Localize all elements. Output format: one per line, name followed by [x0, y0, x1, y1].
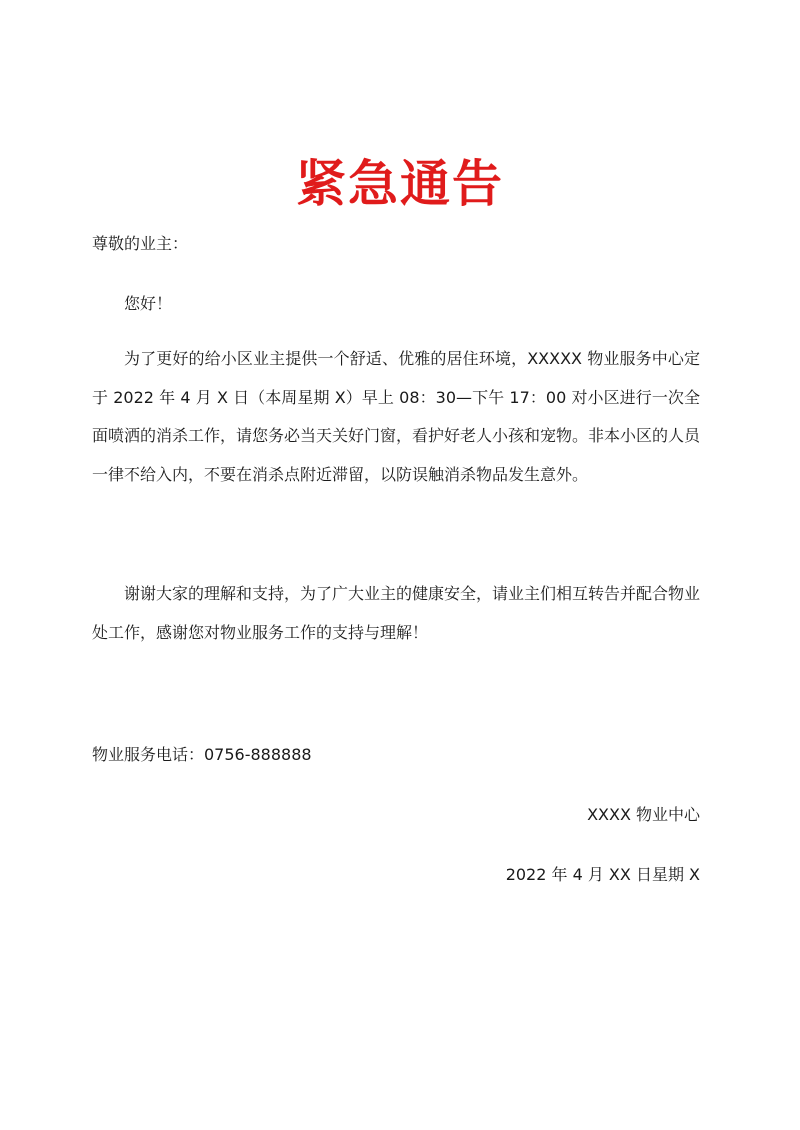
- greeting: 您好！: [124, 294, 173, 313]
- salutation: 尊敬的业主：: [92, 234, 189, 253]
- signer: XXXX 物业中心: [587, 805, 700, 824]
- service-phone: 物业服务电话：0756-888888: [92, 745, 312, 764]
- notice-date: 2022 年 4 月 XX 日星期 X: [505, 865, 700, 884]
- notice-title: 紧急通告: [296, 153, 504, 213]
- body-paragraph-1: 为了更好的给小区业主提供一个舒适、优雅的居住环境，XXXXX 物业服务中心定于 2022 年 4 月 X 日（本周星期 X）早上 08：30—下午 17：00 对小区进行一次全面喷洒的消杀工作，请您务必当天关好门窗，看护好老人小孩和宠物。非本小区的人员一律不给入内，不要在消杀点附近滞留，以防误触消杀物品发生意外。: [92, 349, 701, 484]
- body-paragraph-2: 谢谢大家的理解和支持，为了广大业主的健康安全，请业主们相互转告并配合物业处工作，感谢您对物业服务工作的支持与理解！: [92, 584, 701, 642]
